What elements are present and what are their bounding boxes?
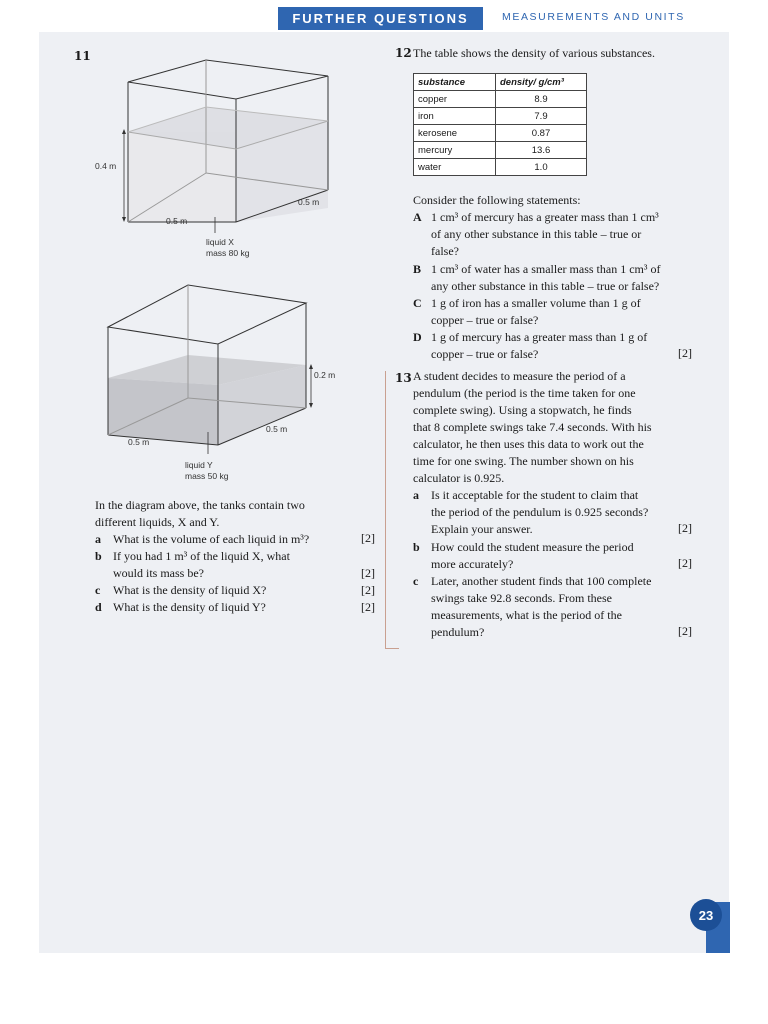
q13-part-a bbox=[413, 487, 638, 505]
q11-part-a bbox=[95, 531, 309, 549]
density-cell: 0.87 bbox=[496, 125, 587, 142]
part-text: Is it acceptable for the student to claim that bbox=[431, 488, 639, 502]
statement-text: 1 g of mercury has a greater mass than 1 g of bbox=[431, 330, 648, 344]
q11-part-a-marks: [2] bbox=[361, 531, 375, 545]
question-13-number: 13 bbox=[395, 371, 412, 385]
q13-part-b bbox=[413, 539, 634, 557]
q13-part-a-line-2: the period of the pendulum is 0.925 seconds? bbox=[431, 505, 649, 519]
table-row bbox=[414, 142, 587, 159]
tank-x-depth-label: 0.5 m bbox=[298, 197, 320, 207]
column-header-substance: substance bbox=[414, 74, 496, 91]
tank-y-width-label: 0.5 m bbox=[128, 437, 150, 447]
part-text: What is the density of liquid Y? bbox=[113, 600, 266, 614]
statement-d-line-2: copper – true or false? bbox=[431, 347, 539, 361]
q11-part-b-line-2: would its mass be? bbox=[113, 566, 204, 580]
density-cell: 13.6 bbox=[496, 142, 587, 159]
table-row bbox=[414, 159, 587, 176]
q11-part-b-marks: [2] bbox=[361, 566, 375, 580]
q13-intro-line: that 8 complete swings take 7.4 seconds. With his bbox=[413, 420, 652, 434]
substance-cell: iron bbox=[414, 108, 496, 125]
statement-a bbox=[413, 209, 659, 227]
substance-cell: water bbox=[414, 159, 496, 176]
statement-text: 1 cm³ of mercury has a greater mass than 1 cm³ bbox=[431, 210, 659, 224]
q13-part-a-marks: [2] bbox=[678, 521, 692, 535]
q13-part-c bbox=[413, 573, 651, 591]
column-header-density: density/ g/cm³ bbox=[496, 74, 587, 91]
q12-intro: The table shows the density of various substances. bbox=[413, 46, 655, 60]
part-letter: d bbox=[95, 600, 102, 614]
q12-marks: [2] bbox=[678, 346, 692, 360]
statement-b-line-2: any other substance in this table – true or false? bbox=[431, 279, 660, 293]
question-11-number: 11 bbox=[74, 49, 91, 63]
q11-part-c bbox=[95, 582, 266, 600]
table-row bbox=[414, 108, 587, 125]
q13-intro-line: calculator is 0.925. bbox=[413, 471, 505, 485]
tank-y-height-label: 0.2 m bbox=[314, 370, 336, 380]
part-letter: b bbox=[413, 540, 420, 554]
statement-text: 1 cm³ of water has a smaller mass than 1 cm³ of bbox=[431, 262, 661, 276]
statement-d bbox=[413, 329, 647, 347]
statement-letter: A bbox=[413, 210, 422, 224]
statement-b bbox=[413, 261, 660, 279]
part-text: What is the density of liquid X? bbox=[113, 583, 267, 597]
tank-y-liquid-mass: mass 50 kg bbox=[185, 471, 229, 481]
table-header-row bbox=[414, 74, 587, 91]
part-letter: b bbox=[95, 549, 102, 563]
q11-part-b bbox=[95, 548, 290, 566]
q13-intro-line: A student decides to measure the period of a bbox=[413, 369, 626, 383]
q11-part-d bbox=[95, 599, 266, 617]
q13-margin-rule-tick bbox=[385, 648, 399, 649]
tank-x-liquid-name: liquid X bbox=[206, 237, 234, 247]
substance-cell: copper bbox=[414, 91, 496, 108]
q13-part-c-marks: [2] bbox=[678, 624, 692, 638]
q11-part-d-marks: [2] bbox=[361, 600, 375, 614]
tank-y-diagram bbox=[80, 282, 340, 462]
q13-part-c-line-3: measurements, what is the period of the bbox=[431, 608, 622, 622]
density-cell: 7.9 bbox=[496, 108, 587, 125]
q13-part-c-line-2: swings take 92.8 seconds. From these bbox=[431, 591, 612, 605]
part-letter: a bbox=[95, 532, 101, 546]
part-letter: a bbox=[413, 488, 419, 502]
q12-consider: Consider the following statements: bbox=[413, 193, 581, 207]
q13-part-b-marks: [2] bbox=[678, 556, 692, 570]
density-cell: 8.9 bbox=[496, 91, 587, 108]
q13-margin-rule bbox=[385, 371, 386, 648]
q11-part-c-marks: [2] bbox=[361, 583, 375, 597]
table-row bbox=[414, 91, 587, 108]
part-text: How could the student measure the period bbox=[431, 540, 634, 554]
statement-letter: D bbox=[413, 330, 422, 344]
part-text: Later, another student finds that 100 complete bbox=[431, 574, 652, 588]
chapter-header: MEASUREMENTS AND UNITS bbox=[502, 11, 685, 23]
statement-c bbox=[413, 295, 641, 313]
statement-letter: C bbox=[413, 296, 422, 310]
statement-a-line-2: of any other substance in this table – true or bbox=[431, 227, 642, 241]
part-letter: c bbox=[413, 574, 419, 588]
statement-c-line-2: copper – true or false? bbox=[431, 313, 539, 327]
q13-intro-line: time for one swing. The number shown on his bbox=[413, 454, 634, 468]
q13-intro-line: pendulum (the period is the time taken for one bbox=[413, 386, 636, 400]
q13-part-c-line-4: pendulum? bbox=[431, 625, 485, 639]
q13-part-b-line-2: more accurately? bbox=[431, 557, 514, 571]
statement-letter: B bbox=[413, 262, 422, 276]
part-text: If you had 1 m³ of the liquid X, what bbox=[113, 549, 290, 563]
q11-intro-line-2: different liquids, X and Y. bbox=[95, 515, 220, 529]
q11-intro-line-1: In the diagram above, the tanks contain two bbox=[95, 498, 305, 512]
section-header: FURTHER QUESTIONS bbox=[278, 7, 483, 30]
tank-x-height-label: 0.4 m bbox=[95, 161, 117, 171]
question-12-number: 12 bbox=[395, 46, 412, 60]
tank-y-depth-label: 0.5 m bbox=[266, 424, 288, 434]
tank-y-liquid-name: liquid Y bbox=[185, 460, 213, 470]
tank-x-diagram bbox=[80, 55, 340, 265]
q13-intro-line: calculator, he then uses this data to work out the bbox=[413, 437, 644, 451]
tank-x-liquid-mass: mass 80 kg bbox=[206, 248, 250, 258]
part-text: What is the volume of each liquid in m³? bbox=[113, 532, 310, 546]
statement-a-line-3: false? bbox=[431, 244, 459, 258]
statement-text: 1 g of iron has a smaller volume than 1 g of bbox=[431, 296, 641, 310]
density-cell: 1.0 bbox=[496, 159, 587, 176]
q13-part-a-line-3: Explain your answer. bbox=[431, 522, 533, 536]
substance-cell: mercury bbox=[414, 142, 496, 159]
tank-x-width-label: 0.5 m bbox=[166, 216, 188, 226]
substance-cell: kerosene bbox=[414, 125, 496, 142]
part-letter: c bbox=[95, 583, 101, 597]
table-row bbox=[414, 125, 587, 142]
page-number: 23 bbox=[690, 899, 722, 931]
density-table bbox=[413, 73, 587, 176]
q13-intro-line: complete swing). Using a stopwatch, he finds bbox=[413, 403, 632, 417]
